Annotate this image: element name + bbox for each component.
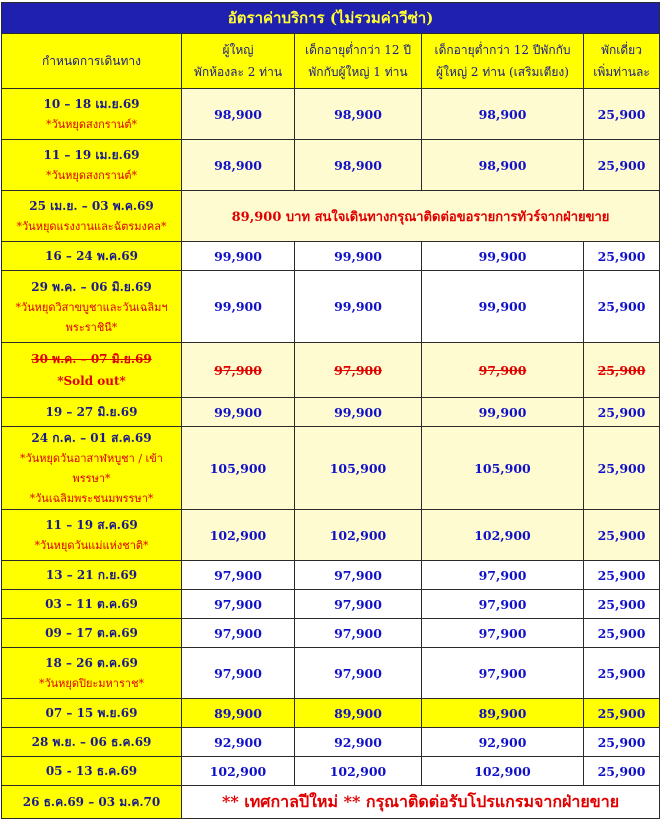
price-child-two-adults: 98,900 [422, 140, 584, 191]
departure-dates: 07 – 15 พ.ย.69 [2, 699, 182, 728]
table-row [2, 699, 660, 728]
price-child-one-adult: 102,900 [295, 510, 422, 561]
table-row [2, 728, 660, 757]
price-child-two-adults: 92,900 [422, 728, 584, 757]
price-child-two-adults: 99,900 [422, 242, 584, 271]
table-row [2, 271, 660, 343]
row-note: ** เทศกาลปีใหม่ ** กรุณาติดต่อรับโปรแกรมจากฝ่ายขาย [182, 786, 660, 819]
departure-dates: 13 – 21 ก.ย.69 [2, 561, 182, 590]
header-adult: ผู้ใหญ่ พักห้องละ 2 ท่าน [182, 34, 295, 89]
price-child-one-adult: 98,900 [295, 140, 422, 191]
departure-dates: 10 – 18 เม.ย.69 *วันหยุดสงกรานต์* [2, 89, 182, 140]
table-row [2, 619, 660, 648]
price-adult: 102,900 [182, 510, 295, 561]
row-note: 89,900 บาท สนใจเดินทางกรุณาติดต่อขอรายการทัวร์จากฝ่ายขาย [182, 191, 660, 242]
price-child-one-adult: 92,900 [295, 728, 422, 757]
header-child-two-adults: เด็กอายุต่ำกว่า 12 ปีพักกับ ผู้ใหญ่ 2 ท่าน (เสริมเตียง) [422, 34, 584, 89]
price-child-two-adults: 97,900 [422, 343, 584, 398]
price-single: 25,900 [584, 427, 660, 510]
price-child-one-adult: 99,900 [295, 398, 422, 427]
table-row [2, 398, 660, 427]
price-adult: 89,900 [182, 699, 295, 728]
price-adult: 97,900 [182, 343, 295, 398]
price-adult: 102,900 [182, 757, 295, 786]
price-adult: 97,900 [182, 590, 295, 619]
price-child-one-adult: 97,900 [295, 561, 422, 590]
price-child-one-adult: 99,900 [295, 242, 422, 271]
table-title: อัตราค่าบริการ (ไม่รวมค่าวีซ่า) [2, 3, 660, 34]
price-child-two-adults: 89,900 [422, 699, 584, 728]
price-child-two-adults: 98,900 [422, 89, 584, 140]
price-single: 25,900 [584, 728, 660, 757]
price-single: 25,900 [584, 398, 660, 427]
departure-dates: 30 พ.ค. – 07 มิ.ย.69 *Sold out* [2, 343, 182, 398]
price-single: 25,900 [584, 510, 660, 561]
price-single: 25,900 [584, 89, 660, 140]
price-child-one-adult: 97,900 [295, 648, 422, 699]
price-adult: 92,900 [182, 728, 295, 757]
price-child-one-adult: 97,900 [295, 619, 422, 648]
price-adult: 99,900 [182, 242, 295, 271]
departure-dates: 19 – 27 มิ.ย.69 [2, 398, 182, 427]
price-child-one-adult: 105,900 [295, 427, 422, 510]
departure-dates: 28 พ.ย. – 06 ธ.ค.69 [2, 728, 182, 757]
table-row [2, 427, 660, 510]
price-single: 25,900 [584, 590, 660, 619]
table-row [2, 510, 660, 561]
header-period: กำหนดการเดินทาง [2, 34, 182, 89]
price-child-two-adults: 97,900 [422, 648, 584, 699]
price-adult: 105,900 [182, 427, 295, 510]
price-adult: 97,900 [182, 648, 295, 699]
rate-table-page [0, 2, 660, 820]
price-child-one-adult: 97,900 [295, 343, 422, 398]
table-row [2, 140, 660, 191]
price-child-two-adults: 97,900 [422, 561, 584, 590]
table-row [2, 343, 660, 398]
table-row [2, 590, 660, 619]
departure-dates: 26 ธ.ค.69 – 03 ม.ค.70 [2, 786, 182, 819]
departure-dates: 05 - 13 ธ.ค.69 [2, 757, 182, 786]
table-row [2, 786, 660, 819]
price-child-two-adults: 97,900 [422, 619, 584, 648]
price-adult: 99,900 [182, 271, 295, 343]
price-single: 25,900 [584, 561, 660, 590]
departure-dates: 03 – 11 ต.ค.69 [2, 590, 182, 619]
table-row [2, 191, 660, 242]
price-single: 25,900 [584, 757, 660, 786]
rate-table [1, 2, 660, 819]
header-single-supplement: พักเดี่ยว เพิ่มท่านละ [584, 34, 660, 89]
price-single: 25,900 [584, 140, 660, 191]
departure-dates: 09 – 17 ต.ค.69 [2, 619, 182, 648]
departure-dates: 11 – 19 เม.ย.69 *วันหยุดสงกรานต์* [2, 140, 182, 191]
price-adult: 97,900 [182, 619, 295, 648]
table-row [2, 89, 660, 140]
table-row [2, 648, 660, 699]
price-child-one-adult: 99,900 [295, 271, 422, 343]
price-child-two-adults: 99,900 [422, 398, 584, 427]
price-child-two-adults: 102,900 [422, 510, 584, 561]
price-child-two-adults: 102,900 [422, 757, 584, 786]
price-child-one-adult: 97,900 [295, 590, 422, 619]
departure-dates: 11 – 19 ส.ค.69 *วันหยุดวันแม่แห่งชาติ* [2, 510, 182, 561]
price-single: 25,900 [584, 271, 660, 343]
price-child-two-adults: 105,900 [422, 427, 584, 510]
departure-dates: 18 – 26 ต.ค.69 *วันหยุดปิยะมหาราช* [2, 648, 182, 699]
price-child-one-adult: 98,900 [295, 89, 422, 140]
price-adult: 98,900 [182, 140, 295, 191]
price-adult: 98,900 [182, 89, 295, 140]
table-row [2, 757, 660, 786]
table-row [2, 242, 660, 271]
departure-dates: 24 ก.ค. – 01 ส.ค.69 *วันหยุดวันอาสาฬหบูชา / เข้าพรรษา* *วันเฉลิมพระชนมพรรษา* [2, 427, 182, 510]
departure-dates: 25 เม.ย. – 03 พ.ค.69 *วันหยุดแรงงานและฉัตรมงคล* [2, 191, 182, 242]
price-child-one-adult: 102,900 [295, 757, 422, 786]
price-single: 25,900 [584, 699, 660, 728]
table-row [2, 561, 660, 590]
header-row [2, 34, 660, 89]
price-child-two-adults: 99,900 [422, 271, 584, 343]
price-adult: 97,900 [182, 561, 295, 590]
price-child-two-adults: 97,900 [422, 590, 584, 619]
price-single: 25,900 [584, 648, 660, 699]
price-adult: 99,900 [182, 398, 295, 427]
header-child-one-adult: เด็กอายุต่ำกว่า 12 ปี พักกับผู้ใหญ่ 1 ท่าน [295, 34, 422, 89]
departure-dates: 16 – 24 พ.ค.69 [2, 242, 182, 271]
price-single: 25,900 [584, 242, 660, 271]
departure-dates: 29 พ.ค. – 06 มิ.ย.69 *วันหยุดวิสาขบูชาและวันเฉลิมฯ พระราชินี* [2, 271, 182, 343]
price-single: 25,900 [584, 343, 660, 398]
price-single: 25,900 [584, 619, 660, 648]
price-child-one-adult: 89,900 [295, 699, 422, 728]
